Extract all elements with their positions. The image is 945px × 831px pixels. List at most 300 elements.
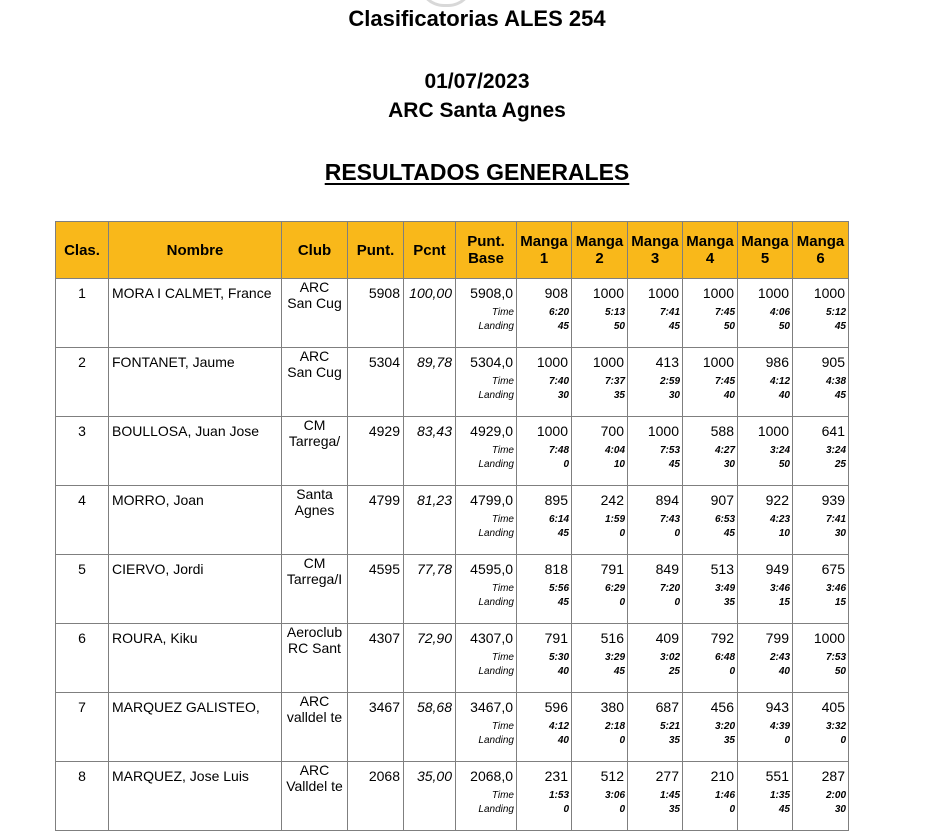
manga-score: 277 (655, 768, 679, 784)
punt-cell: 4595 (348, 555, 404, 624)
manga-time: 7:37 (604, 376, 625, 387)
manga-landing: 45 (557, 597, 569, 608)
club-line-2: valldel te (286, 709, 343, 725)
manga-cell (572, 693, 628, 762)
time-label: Time (491, 721, 514, 732)
punt-base-cell (456, 762, 517, 831)
result-row (56, 693, 849, 762)
manga-score: 939 (821, 492, 845, 508)
manga-time: 5:21 (659, 721, 680, 732)
manga-cell (683, 762, 738, 831)
manga-landing: 0 (619, 597, 625, 608)
manga-cell (738, 348, 793, 417)
manga-cell (738, 417, 793, 486)
header-manga-4: Manga 4 (683, 222, 738, 279)
result-row (56, 417, 849, 486)
manga-score: 818 (544, 561, 568, 577)
manga-cell (793, 555, 849, 624)
manga-cell (628, 555, 683, 624)
manga-score: 700 (600, 423, 624, 439)
manga-time: 3:46 (769, 583, 790, 594)
manga-landing: 50 (613, 321, 625, 332)
landing-label: Landing (478, 528, 514, 539)
manga-cell (572, 348, 628, 417)
pilot-name: FONTANET, Jaume (109, 348, 282, 417)
manga-cell (793, 624, 849, 693)
club-line-2: Valldel te (286, 778, 343, 794)
pcnt-cell: 81,23 (404, 486, 456, 555)
manga-landing: 10 (778, 528, 790, 539)
manga-score: 380 (600, 699, 624, 715)
manga-time: 2:59 (659, 376, 680, 387)
manga-time: 3:46 (825, 583, 846, 594)
manga-landing: 50 (723, 321, 735, 332)
manga-time: 3:32 (825, 721, 846, 732)
manga-cell (683, 624, 738, 693)
club-cell (282, 762, 348, 831)
manga-score: 1000 (647, 285, 679, 301)
manga-time: 5:56 (548, 583, 569, 594)
club-line-1: Santa (296, 486, 333, 502)
club-line-2: RC Sant (288, 640, 341, 656)
manga-time: 3:49 (714, 583, 735, 594)
manga-time: 5:30 (548, 652, 569, 663)
header-punt-base: Punt. Base (456, 222, 517, 279)
section-title: RESULTADOS GENERALES (324, 159, 630, 185)
manga-cell (793, 279, 849, 348)
manga-landing: 45 (723, 528, 735, 539)
manga-score: 791 (544, 630, 568, 646)
manga-landing: 0 (729, 666, 735, 677)
punt-base-value: 3467,0 (470, 699, 513, 715)
manga-cell (628, 417, 683, 486)
manga-time: 1:59 (604, 514, 625, 525)
manga-time: 3:24 (769, 445, 790, 456)
punt-cell: 4929 (348, 417, 404, 486)
manga-time: 7:45 (714, 376, 735, 387)
manga-score: 456 (710, 699, 734, 715)
punt-base-cell (456, 555, 517, 624)
manga-cell (517, 279, 572, 348)
punt-base-cell (456, 693, 517, 762)
punt-base-cell (456, 486, 517, 555)
manga-landing: 25 (834, 459, 846, 470)
landing-label: Landing (478, 321, 514, 332)
manga-score: 1000 (757, 285, 789, 301)
manga-score: 409 (655, 630, 679, 646)
results-table (55, 221, 849, 831)
manga-score: 894 (655, 492, 679, 508)
header-club: Club (282, 222, 348, 279)
manga-time: 6:48 (714, 652, 735, 663)
manga-landing: 0 (840, 735, 846, 746)
header-manga-6: Manga 6 (793, 222, 849, 279)
manga-score: 675 (821, 561, 845, 577)
club-line-2: San Cug (287, 295, 342, 311)
punt-base-value: 4595,0 (470, 561, 513, 577)
result-row (56, 279, 849, 348)
manga-score: 799 (765, 630, 789, 646)
manga-score: 512 (600, 768, 624, 784)
manga-time: 4:12 (769, 376, 790, 387)
manga-landing: 35 (613, 390, 625, 401)
landing-label: Landing (478, 459, 514, 470)
manga-time: 7:20 (659, 583, 680, 594)
landing-label: Landing (478, 666, 514, 677)
manga-landing: 45 (778, 804, 790, 815)
manga-landing: 40 (778, 666, 790, 677)
event-venue: ARC Santa Agnes (388, 99, 566, 122)
pcnt-cell: 72,90 (404, 624, 456, 693)
manga-cell (628, 762, 683, 831)
header-pcnt: Pcnt (404, 222, 456, 279)
punt-base-value: 5908,0 (470, 285, 513, 301)
clas-cell: 3 (56, 417, 109, 486)
club-cell (282, 624, 348, 693)
clas-cell: 6 (56, 624, 109, 693)
manga-cell (572, 279, 628, 348)
pcnt-cell: 100,00 (404, 279, 456, 348)
manga-time: 7:48 (548, 445, 569, 456)
manga-cell (572, 555, 628, 624)
club-line-1: ARC (299, 348, 330, 364)
punt-cell: 4799 (348, 486, 404, 555)
manga-time: 3:29 (604, 652, 625, 663)
manga-score: 1000 (702, 354, 734, 370)
manga-score: 895 (544, 492, 568, 508)
manga-cell (683, 555, 738, 624)
club-line-2: Tarrega/ (288, 433, 341, 449)
manga-cell (517, 486, 572, 555)
time-label: Time (491, 376, 514, 387)
punt-base-value: 4307,0 (470, 630, 513, 646)
manga-score: 905 (821, 354, 845, 370)
manga-landing: 0 (674, 597, 680, 608)
manga-score: 551 (765, 768, 789, 784)
event-date: 01/07/2023 (424, 70, 530, 93)
manga-cell (683, 486, 738, 555)
club-line-2: Tarrega/I (286, 571, 343, 587)
manga-score: 513 (710, 561, 734, 577)
manga-cell (517, 348, 572, 417)
landing-label: Landing (478, 597, 514, 608)
manga-score: 1000 (592, 354, 624, 370)
manga-landing: 50 (778, 321, 790, 332)
club-cell (282, 348, 348, 417)
manga-time: 4:39 (769, 721, 790, 732)
header-manga-5: Manga 5 (738, 222, 793, 279)
manga-landing: 40 (723, 390, 735, 401)
manga-time: 1:35 (769, 790, 790, 801)
manga-landing: 10 (613, 459, 625, 470)
manga-cell (572, 624, 628, 693)
manga-time: 7:53 (825, 652, 846, 663)
manga-score: 949 (765, 561, 789, 577)
manga-score: 1000 (702, 285, 734, 301)
document-title: Clasificatorias ALES 254 (348, 6, 606, 31)
punt-base-value: 2068,0 (470, 768, 513, 784)
pcnt-cell: 58,68 (404, 693, 456, 762)
manga-score: 405 (821, 699, 845, 715)
club-line-1: ARC (299, 279, 330, 295)
club-cell (282, 486, 348, 555)
pilot-name: BOULLOSA, Juan Jose (109, 417, 282, 486)
manga-cell (738, 693, 793, 762)
time-label: Time (491, 514, 514, 525)
manga-landing: 45 (557, 528, 569, 539)
manga-time: 7:40 (548, 376, 569, 387)
manga-time: 4:06 (769, 307, 790, 318)
manga-landing: 40 (778, 390, 790, 401)
manga-time: 1:45 (659, 790, 680, 801)
pilot-name: ROURA, Kiku (109, 624, 282, 693)
punt-cell: 4307 (348, 624, 404, 693)
club-cell (282, 279, 348, 348)
manga-landing: 15 (778, 597, 790, 608)
manga-cell (628, 348, 683, 417)
manga-landing: 0 (619, 804, 625, 815)
manga-cell (738, 624, 793, 693)
manga-landing: 30 (834, 528, 846, 539)
manga-time: 6:53 (714, 514, 735, 525)
manga-score: 1000 (592, 285, 624, 301)
manga-time: 4:38 (825, 376, 846, 387)
header-manga-2: Manga 2 (572, 222, 628, 279)
manga-time: 4:27 (714, 445, 735, 456)
manga-time: 2:18 (604, 721, 625, 732)
manga-score: 588 (710, 423, 734, 439)
manga-score: 1000 (536, 423, 568, 439)
manga-time: 2:43 (769, 652, 790, 663)
pilot-name: MORA I CALMET, France (109, 279, 282, 348)
landing-label: Landing (478, 735, 514, 746)
manga-landing: 45 (668, 459, 680, 470)
header-manga-3: Manga 3 (628, 222, 683, 279)
result-row (56, 624, 849, 693)
pilot-name: MARQUEZ GALISTEO, (109, 693, 282, 762)
manga-landing: 0 (729, 804, 735, 815)
club-line-1: ARC (299, 762, 330, 778)
manga-score: 287 (821, 768, 845, 784)
manga-score: 641 (821, 423, 845, 439)
manga-score: 907 (710, 492, 734, 508)
manga-score: 986 (765, 354, 789, 370)
manga-cell (793, 348, 849, 417)
manga-time: 3:06 (604, 790, 625, 801)
manga-cell (517, 555, 572, 624)
manga-score: 516 (600, 630, 624, 646)
manga-score: 792 (710, 630, 734, 646)
time-label: Time (491, 652, 514, 663)
manga-cell (572, 486, 628, 555)
manga-cell (628, 624, 683, 693)
manga-time: 1:53 (548, 790, 569, 801)
clas-cell: 2 (56, 348, 109, 417)
punt-cell: 5304 (348, 348, 404, 417)
manga-landing: 15 (834, 597, 846, 608)
pcnt-cell: 35,00 (404, 762, 456, 831)
punt-base-cell (456, 417, 517, 486)
manga-score: 908 (544, 285, 568, 301)
manga-score: 1000 (757, 423, 789, 439)
manga-cell (572, 762, 628, 831)
pilot-name: MORRO, Joan (109, 486, 282, 555)
pcnt-cell: 83,43 (404, 417, 456, 486)
header-punt: Punt. (348, 222, 404, 279)
punt-cell: 3467 (348, 693, 404, 762)
club-line-2: Agnes (294, 502, 335, 518)
result-row (56, 348, 849, 417)
manga-landing: 40 (557, 735, 569, 746)
manga-cell (572, 417, 628, 486)
punt-base-value: 5304,0 (470, 354, 513, 370)
manga-score: 849 (655, 561, 679, 577)
header-clas: Clas. (56, 222, 109, 279)
manga-landing: 0 (563, 459, 569, 470)
manga-landing: 45 (613, 666, 625, 677)
manga-score: 413 (655, 354, 679, 370)
manga-time: 4:04 (604, 445, 625, 456)
manga-landing: 45 (557, 321, 569, 332)
manga-time: 7:41 (825, 514, 846, 525)
punt-base-cell (456, 279, 517, 348)
manga-score: 231 (544, 768, 568, 784)
club-line-1: ARC (299, 693, 330, 709)
manga-time: 5:12 (825, 307, 846, 318)
manga-cell (793, 486, 849, 555)
manga-score: 791 (600, 561, 624, 577)
manga-landing: 0 (563, 804, 569, 815)
manga-landing: 25 (668, 666, 680, 677)
clas-cell: 1 (56, 279, 109, 348)
manga-landing: 30 (834, 804, 846, 815)
time-label: Time (491, 307, 514, 318)
manga-landing: 50 (778, 459, 790, 470)
manga-cell (738, 279, 793, 348)
manga-landing: 35 (723, 597, 735, 608)
manga-landing: 45 (668, 321, 680, 332)
time-label: Time (491, 583, 514, 594)
manga-cell (628, 693, 683, 762)
result-row (56, 486, 849, 555)
manga-time: 7:41 (659, 307, 680, 318)
manga-landing: 0 (619, 735, 625, 746)
manga-cell (738, 555, 793, 624)
manga-score: 687 (655, 699, 679, 715)
manga-cell (683, 693, 738, 762)
manga-cell (793, 693, 849, 762)
manga-cell (517, 693, 572, 762)
manga-landing: 35 (668, 804, 680, 815)
manga-cell (628, 486, 683, 555)
manga-time: 4:12 (548, 721, 569, 732)
manga-time: 3:02 (659, 652, 680, 663)
manga-score: 596 (544, 699, 568, 715)
manga-time: 6:29 (604, 583, 625, 594)
punt-cell: 5908 (348, 279, 404, 348)
manga-landing: 35 (723, 735, 735, 746)
club-line-1: CM (303, 417, 326, 433)
header-manga-1: Manga 1 (517, 222, 572, 279)
manga-cell (683, 348, 738, 417)
landing-label: Landing (478, 804, 514, 815)
manga-cell (738, 762, 793, 831)
manga-landing: 35 (668, 735, 680, 746)
punt-base-value: 4799,0 (470, 492, 513, 508)
manga-time: 7:45 (714, 307, 735, 318)
manga-landing: 0 (784, 735, 790, 746)
manga-time: 7:53 (659, 445, 680, 456)
manga-score: 1000 (813, 630, 845, 646)
manga-time: 7:43 (659, 514, 680, 525)
pilot-name: MARQUEZ, Jose Luis (109, 762, 282, 831)
club-line-1: Aeroclub (286, 624, 343, 640)
manga-cell (517, 762, 572, 831)
header-row (56, 222, 849, 279)
manga-time: 3:24 (825, 445, 846, 456)
club-cell (282, 693, 348, 762)
club-cell (282, 555, 348, 624)
manga-score: 242 (600, 492, 624, 508)
pcnt-cell: 77,78 (404, 555, 456, 624)
clas-cell: 8 (56, 762, 109, 831)
header-nombre: Nombre (109, 222, 282, 279)
club-line-2: San Cug (287, 364, 342, 380)
manga-time: 6:14 (548, 514, 569, 525)
manga-cell (793, 417, 849, 486)
manga-time: 1:46 (714, 790, 735, 801)
time-label: Time (491, 790, 514, 801)
manga-landing: 0 (619, 528, 625, 539)
manga-score: 1000 (813, 285, 845, 301)
manga-score: 210 (710, 768, 734, 784)
club-cell (282, 417, 348, 486)
manga-score: 922 (765, 492, 789, 508)
clas-cell: 5 (56, 555, 109, 624)
manga-time: 6:20 (548, 307, 569, 318)
manga-time: 2:00 (825, 790, 846, 801)
manga-score: 1000 (647, 423, 679, 439)
manga-landing: 0 (674, 528, 680, 539)
punt-base-cell (456, 348, 517, 417)
manga-score: 943 (765, 699, 789, 715)
club-line-1: CM (303, 555, 326, 571)
pcnt-cell: 89,78 (404, 348, 456, 417)
manga-time: 4:23 (769, 514, 790, 525)
clas-cell: 7 (56, 693, 109, 762)
manga-cell (628, 279, 683, 348)
manga-cell (683, 279, 738, 348)
manga-cell (793, 762, 849, 831)
manga-landing: 50 (834, 666, 846, 677)
punt-base-value: 4929,0 (470, 423, 513, 439)
landing-label: Landing (478, 390, 514, 401)
result-row (56, 762, 849, 831)
manga-cell (517, 624, 572, 693)
pilot-name: CIERVO, Jordi (109, 555, 282, 624)
manga-landing: 45 (834, 321, 846, 332)
punt-base-cell (456, 624, 517, 693)
manga-landing: 30 (668, 390, 680, 401)
manga-landing: 30 (723, 459, 735, 470)
manga-time: 5:13 (604, 307, 625, 318)
manga-score: 1000 (536, 354, 568, 370)
manga-landing: 40 (557, 666, 569, 677)
manga-time: 3:20 (714, 721, 735, 732)
clas-cell: 4 (56, 486, 109, 555)
result-row (56, 555, 849, 624)
manga-cell (738, 486, 793, 555)
